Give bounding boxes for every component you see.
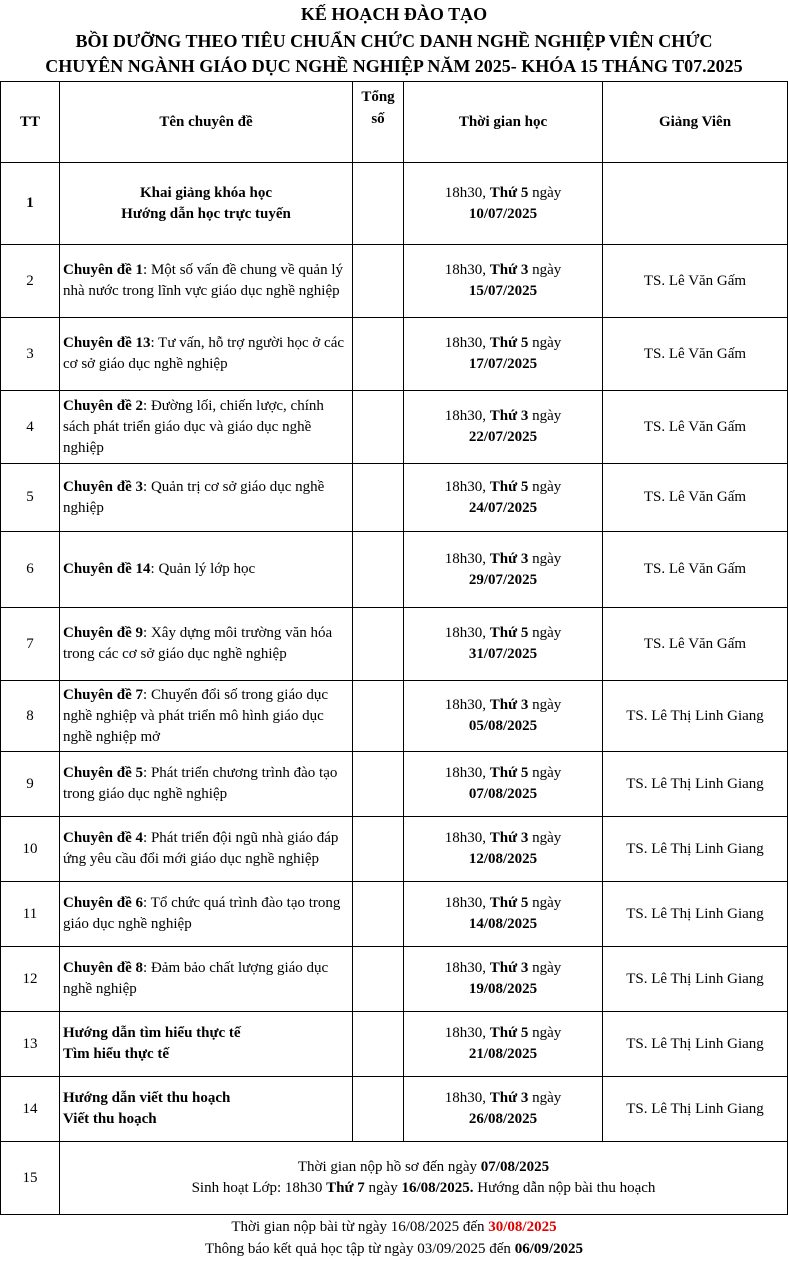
row-topic [60, 882, 353, 947]
row-time [404, 532, 603, 608]
topic-title: : Xây dựng môi trường văn hóa trong các cơ sở giáo dục nghề nghiệp [63, 625, 333, 662]
time-hour: 18h30, [444, 1025, 490, 1041]
row-lecturer: TS. Lê Thị Linh Giang [603, 947, 788, 1012]
row-topic [60, 752, 353, 817]
time-hour: 18h30, [444, 697, 490, 713]
row-time [404, 1012, 603, 1077]
table-row [1, 532, 788, 608]
class-meeting-date: 16/08/2025. [401, 1180, 474, 1196]
column-header-topic: Tên chuyên đề [60, 82, 353, 163]
row-time [404, 318, 603, 391]
time-line [404, 958, 602, 979]
topic-title: : Đường lối, chiến lược, chính sách phát triển giáo dục và giáo dục nghề nghiệp [63, 397, 324, 456]
notes-line-2 [60, 1178, 787, 1199]
time-day-suffix: ngày [528, 765, 562, 781]
row-time [404, 1077, 603, 1142]
row-lecturer: TS. Lê Văn Gấm [603, 464, 788, 532]
time-day: Thứ 3 [489, 262, 529, 278]
time-line [404, 549, 602, 570]
table-row [1, 681, 788, 752]
row-total [353, 882, 404, 947]
topic-module-label: Chuyên đề 13 [63, 335, 151, 351]
time-hour: 18h30, [444, 184, 490, 201]
time-day-suffix: ngày [528, 478, 562, 495]
notes-line-2-c: Hướng dẫn nộp bài thu hoạch [473, 1180, 656, 1196]
row-total [353, 1077, 404, 1142]
row-time [404, 245, 603, 318]
topic-module-label: Chuyên đề 14 [63, 561, 151, 577]
row-topic [60, 318, 353, 391]
topic-module-label: Chuyên đề 5 [63, 765, 144, 781]
row-topic [60, 532, 353, 608]
topic-module-label: Chuyên đề 8 [63, 960, 144, 976]
notes-line-1-text: Thời gian nộp hồ sơ đến ngày [297, 1159, 481, 1175]
row-total [353, 245, 404, 318]
column-header-time: Thời gian học [404, 82, 603, 163]
time-day-suffix: ngày [528, 184, 562, 201]
topic-title: : Phát triển chương trình đào tạo trong giáo dục nghề nghiệp [63, 765, 338, 802]
time-day: Thứ 3 [489, 550, 529, 567]
row-number: 6 [1, 532, 60, 608]
topic-title: : Chuyển đổi số trong giáo dục nghề nghiệp và phát triển mô hình giáo dục nghề nghiệp mở [63, 686, 329, 745]
row-total [353, 947, 404, 1012]
topic-module-label: Chuyên đề 4 [63, 830, 144, 846]
time-hour: 18h30, [444, 830, 490, 846]
table-row [1, 1012, 788, 1077]
row-number: 9 [1, 752, 60, 817]
time-date: 12/08/2025 [468, 851, 538, 867]
row-lecturer: TS. Lê Thị Linh Giang [603, 752, 788, 817]
topic-title: : Tư vấn, hỗ trợ người học ở các cơ sở giáo dục nghề nghiệp [63, 335, 345, 372]
row-topic [60, 1012, 353, 1077]
time-date: 19/08/2025 [468, 981, 538, 997]
time-hour: 18h30, [444, 262, 490, 278]
row-total [353, 391, 404, 464]
time-line [404, 477, 602, 498]
time-date: 21/08/2025 [468, 1046, 538, 1062]
row-time [404, 817, 603, 882]
topic-module-label: Chuyên đề 6 [63, 895, 144, 911]
row-number: 8 [1, 681, 60, 752]
row-number: 2 [1, 245, 60, 318]
topic-module-label: Chuyên đề 7 [63, 686, 144, 703]
time-date: 24/07/2025 [468, 499, 538, 516]
topic-line-1: Hướng dẫn tìm hiểu thực tế [63, 1025, 241, 1041]
time-date: 05/08/2025 [468, 718, 538, 734]
time-day: Thứ 5 [489, 184, 529, 201]
time-hour: 18h30, [444, 478, 490, 495]
notes-line-2-b: ngày [364, 1180, 402, 1196]
table-row [1, 163, 788, 245]
row-notes [60, 1142, 788, 1215]
row-topic [60, 163, 353, 245]
time-day: Thứ 5 [489, 765, 529, 781]
time-day-suffix: ngày [528, 408, 562, 424]
row-total [353, 464, 404, 532]
row-topic [60, 464, 353, 532]
table-row [1, 947, 788, 1012]
topic-line-1: Khai giảng khóa học [139, 184, 273, 201]
topic-line-2: Tìm hiểu thực tế [63, 1046, 170, 1062]
row-total [353, 817, 404, 882]
time-day: Thứ 3 [489, 960, 529, 976]
row-topic [60, 608, 353, 681]
table-row [1, 391, 788, 464]
table-row [1, 245, 788, 318]
time-date: 10/07/2025 [468, 205, 538, 222]
row-number: 3 [1, 318, 60, 391]
footer-line-1 [0, 1216, 788, 1238]
time-day-suffix: ngày [528, 1090, 562, 1106]
time-day: Thứ 3 [489, 408, 529, 424]
time-day: Thứ 5 [489, 895, 529, 911]
time-day-suffix: ngày [528, 960, 562, 976]
time-date: 07/08/2025 [468, 786, 538, 802]
topic-module-label: Chuyên đề 3 [63, 478, 144, 495]
time-hour: 18h30, [444, 625, 490, 641]
row-time [404, 464, 603, 532]
document-subtitle-2: CHUYÊN NGÀNH GIÁO DỤC NGHỀ NGHIỆP NĂM 2025- KHÓA 15 THÁNG T07.2025 [45, 56, 743, 76]
time-day-suffix: ngày [528, 625, 562, 641]
row-time [404, 391, 603, 464]
time-date: 15/07/2025 [468, 283, 538, 299]
time-day-suffix: ngày [528, 697, 562, 713]
row-total [353, 532, 404, 608]
time-hour: 18h30, [444, 408, 490, 424]
time-line [404, 893, 602, 914]
time-date: 22/07/2025 [468, 429, 538, 445]
topic-title: : Đảm bảo chất lượng giáo dục nghề nghiệp [63, 960, 329, 997]
column-header-tt: TT [1, 82, 60, 163]
training-schedule-table [0, 81, 788, 1215]
footer-line-2-text: Thông báo kết quả học tập từ ngày 03/09/2025 đến [204, 1241, 515, 1257]
row-topic [60, 245, 353, 318]
topic-title: : Tổ chức quá trình đào tạo trong giáo dục nghề nghiệp [63, 895, 341, 932]
row-lecturer: TS. Lê Văn Gấm [603, 608, 788, 681]
topic-line-2: Viết thu hoạch [63, 1111, 157, 1127]
table-row [1, 464, 788, 532]
table-row [1, 318, 788, 391]
notes-line-2-a: Sinh hoạt Lớp: 18h30 [191, 1180, 327, 1196]
time-line [404, 333, 602, 354]
dossier-deadline: 07/08/2025 [480, 1159, 550, 1175]
topic-title: : Quản trị cơ sở giáo dục nghề nghiệp [63, 478, 325, 516]
row-topic [60, 1077, 353, 1142]
table-row [1, 752, 788, 817]
time-day-suffix: ngày [528, 895, 562, 911]
table-row [1, 1077, 788, 1142]
column-header-lecturer: Giảng Viên [603, 82, 788, 163]
row-lecturer: TS. Lê Văn Gấm [603, 318, 788, 391]
time-day: Thứ 3 [489, 830, 529, 846]
row-time [404, 163, 603, 245]
row-total [353, 681, 404, 752]
document-title: KẾ HOẠCH ĐÀO TẠO [300, 4, 488, 24]
row-topic [60, 817, 353, 882]
time-date: 14/08/2025 [468, 916, 538, 932]
topic-line-1: Hướng dẫn viết thu hoạch [63, 1090, 231, 1106]
class-meeting-day: Thứ 7 [326, 1180, 365, 1196]
time-line [404, 1088, 602, 1109]
row-time [404, 681, 603, 752]
row-total [353, 1012, 404, 1077]
time-hour: 18h30, [444, 1090, 490, 1106]
row-lecturer: TS. Lê Văn Gấm [603, 245, 788, 318]
row-total [353, 752, 404, 817]
row-number: 1 [1, 163, 60, 245]
row-lecturer: TS. Lê Thị Linh Giang [603, 882, 788, 947]
table-body [1, 163, 788, 1215]
table-row [1, 882, 788, 947]
results-date: 06/09/2025 [514, 1241, 584, 1257]
time-date: 31/07/2025 [468, 646, 538, 662]
time-day: Thứ 5 [489, 335, 529, 351]
table-row [1, 608, 788, 681]
row-lecturer: TS. Lê Thị Linh Giang [603, 1077, 788, 1142]
notes-line-1 [60, 1157, 787, 1178]
row-time [404, 752, 603, 817]
time-line [404, 623, 602, 644]
row-total [353, 608, 404, 681]
row-topic [60, 947, 353, 1012]
footer-line-2 [0, 1238, 788, 1260]
footer-notes [0, 1216, 788, 1260]
row-number: 4 [1, 391, 60, 464]
topic-title: : Một số vấn đề chung về quản lý nhà nước trong lĩnh vực giáo dục nghề nghiệp [63, 262, 343, 299]
time-day: Thứ 3 [489, 1090, 529, 1106]
row-total [353, 318, 404, 391]
time-day: Thứ 5 [489, 478, 529, 495]
row-lecturer: TS. Lê Văn Gấm [603, 391, 788, 464]
row-lecturer: TS. Lê Văn Gấm [603, 532, 788, 608]
time-day: Thứ 3 [489, 697, 529, 713]
time-hour: 18h30, [444, 335, 490, 351]
row-number: 13 [1, 1012, 60, 1077]
row-time [404, 608, 603, 681]
row-number: 15 [1, 1142, 60, 1215]
table-row [1, 817, 788, 882]
time-line [404, 406, 602, 427]
time-day-suffix: ngày [528, 1025, 562, 1041]
row-number: 14 [1, 1077, 60, 1142]
time-line [404, 1023, 602, 1044]
time-hour: 18h30, [444, 895, 490, 911]
document-subtitle-1: BỒI DƯỠNG THEO TIÊU CHUẨN CHỨC DANH NGHỀ NGHIỆP VIÊN CHỨC [75, 31, 713, 51]
time-line [404, 763, 602, 784]
table-row [1, 1142, 788, 1215]
time-day-suffix: ngày [528, 335, 562, 351]
time-date: 26/08/2025 [468, 1111, 538, 1127]
table-header-row [1, 82, 788, 163]
time-hour: 18h30, [444, 960, 490, 976]
time-hour: 18h30, [444, 765, 490, 781]
row-lecturer: TS. Lê Thị Linh Giang [603, 817, 788, 882]
row-topic [60, 391, 353, 464]
row-lecturer [603, 163, 788, 245]
topic-line-2: Hướng dẫn học trực tuyến [121, 205, 291, 222]
row-topic [60, 681, 353, 752]
row-number: 5 [1, 464, 60, 532]
time-day: Thứ 5 [489, 625, 529, 641]
time-day-suffix: ngày [528, 262, 562, 278]
row-time [404, 947, 603, 1012]
topic-title: : Quản lý lớp học [150, 561, 256, 577]
row-number: 12 [1, 947, 60, 1012]
topic-module-label: Chuyên đề 1 [63, 262, 144, 278]
time-day-suffix: ngày [528, 550, 562, 567]
time-date: 29/07/2025 [468, 571, 538, 588]
row-lecturer: TS. Lê Thị Linh Giang [603, 1012, 788, 1077]
footer-line-1-text: Thời gian nộp bài từ ngày 16/08/2025 đến [231, 1219, 489, 1235]
topic-module-label: Chuyên đề 9 [63, 625, 144, 641]
time-date: 17/07/2025 [468, 356, 538, 372]
time-day: Thứ 5 [489, 1025, 529, 1041]
row-number: 11 [1, 882, 60, 947]
time-line [404, 695, 602, 716]
row-total [353, 163, 404, 245]
column-header-total-label: Tổng số [361, 89, 395, 127]
time-line [404, 260, 602, 281]
time-day-suffix: ngày [528, 830, 562, 846]
column-header-total [353, 82, 404, 163]
row-lecturer: TS. Lê Thị Linh Giang [603, 681, 788, 752]
topic-module-label: Chuyên đề 2 [63, 397, 144, 414]
row-number: 10 [1, 817, 60, 882]
submission-deadline: 30/08/2025 [488, 1219, 557, 1235]
row-time [404, 882, 603, 947]
row-number: 7 [1, 608, 60, 681]
topic-title: : Phát triển đội ngũ nhà giáo đáp ứng yêu cầu đổi mới giáo dục nghề nghiệp [63, 830, 339, 867]
time-line [404, 828, 602, 849]
time-hour: 18h30, [444, 550, 490, 567]
